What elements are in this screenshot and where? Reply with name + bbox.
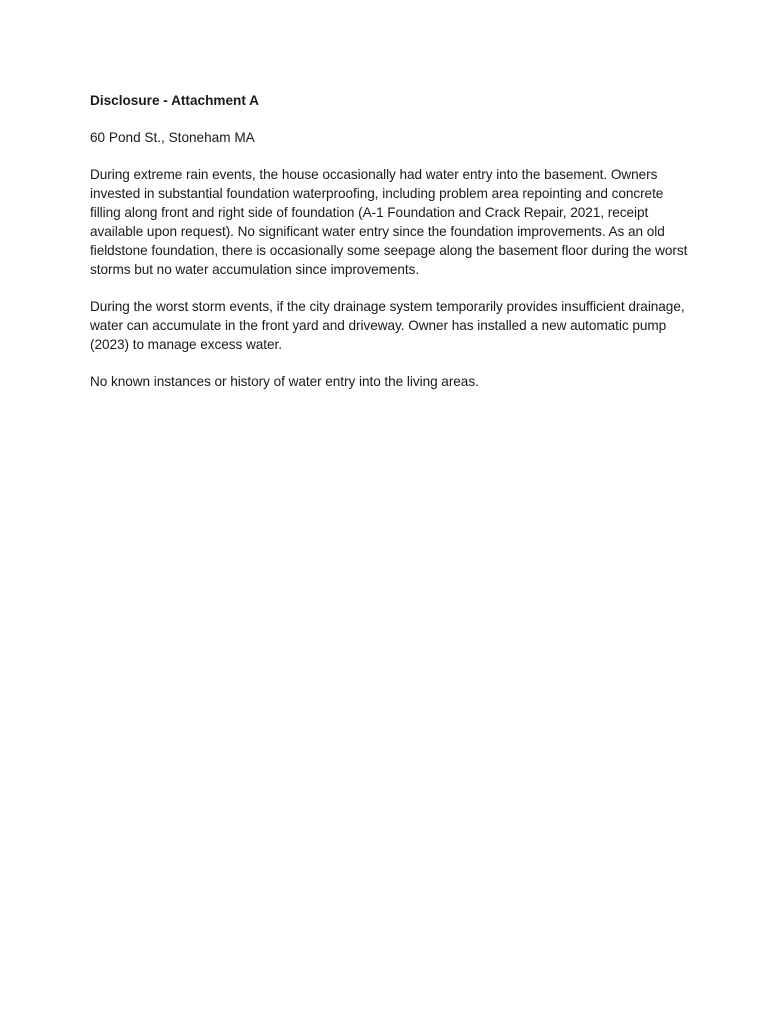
paragraph-yard-drainage: During the worst storm events, if the city drainage system temporarily provides insufficient drainage, water can accumulate in the front yard and driveway. Owner has installed a new automatic pump (2023) to manage excess water. <box>90 299 685 352</box>
paragraph-living-areas: No known instances or history of water entry into the living areas. <box>90 374 479 389</box>
document-title: Disclosure - Attachment A <box>90 93 259 108</box>
paragraph-basement-water: During extreme rain events, the house occasionally had water entry into the basement. Owners invested in substantial foundation waterproofing, including problem area repointing and concrete filling along front and right side of foundation (A-1 Foundation and Crack Repair, 2021, receipt available upon request). No significant water entry since the foundation improvements. As an old fieldstone foundation, there is occasionally some seepage along the basement floor during the worst storms but no water accumulation since improvements. <box>90 167 688 277</box>
property-address: 60 Pond St., Stoneham MA <box>90 130 255 145</box>
document-body <box>90 91 688 409</box>
